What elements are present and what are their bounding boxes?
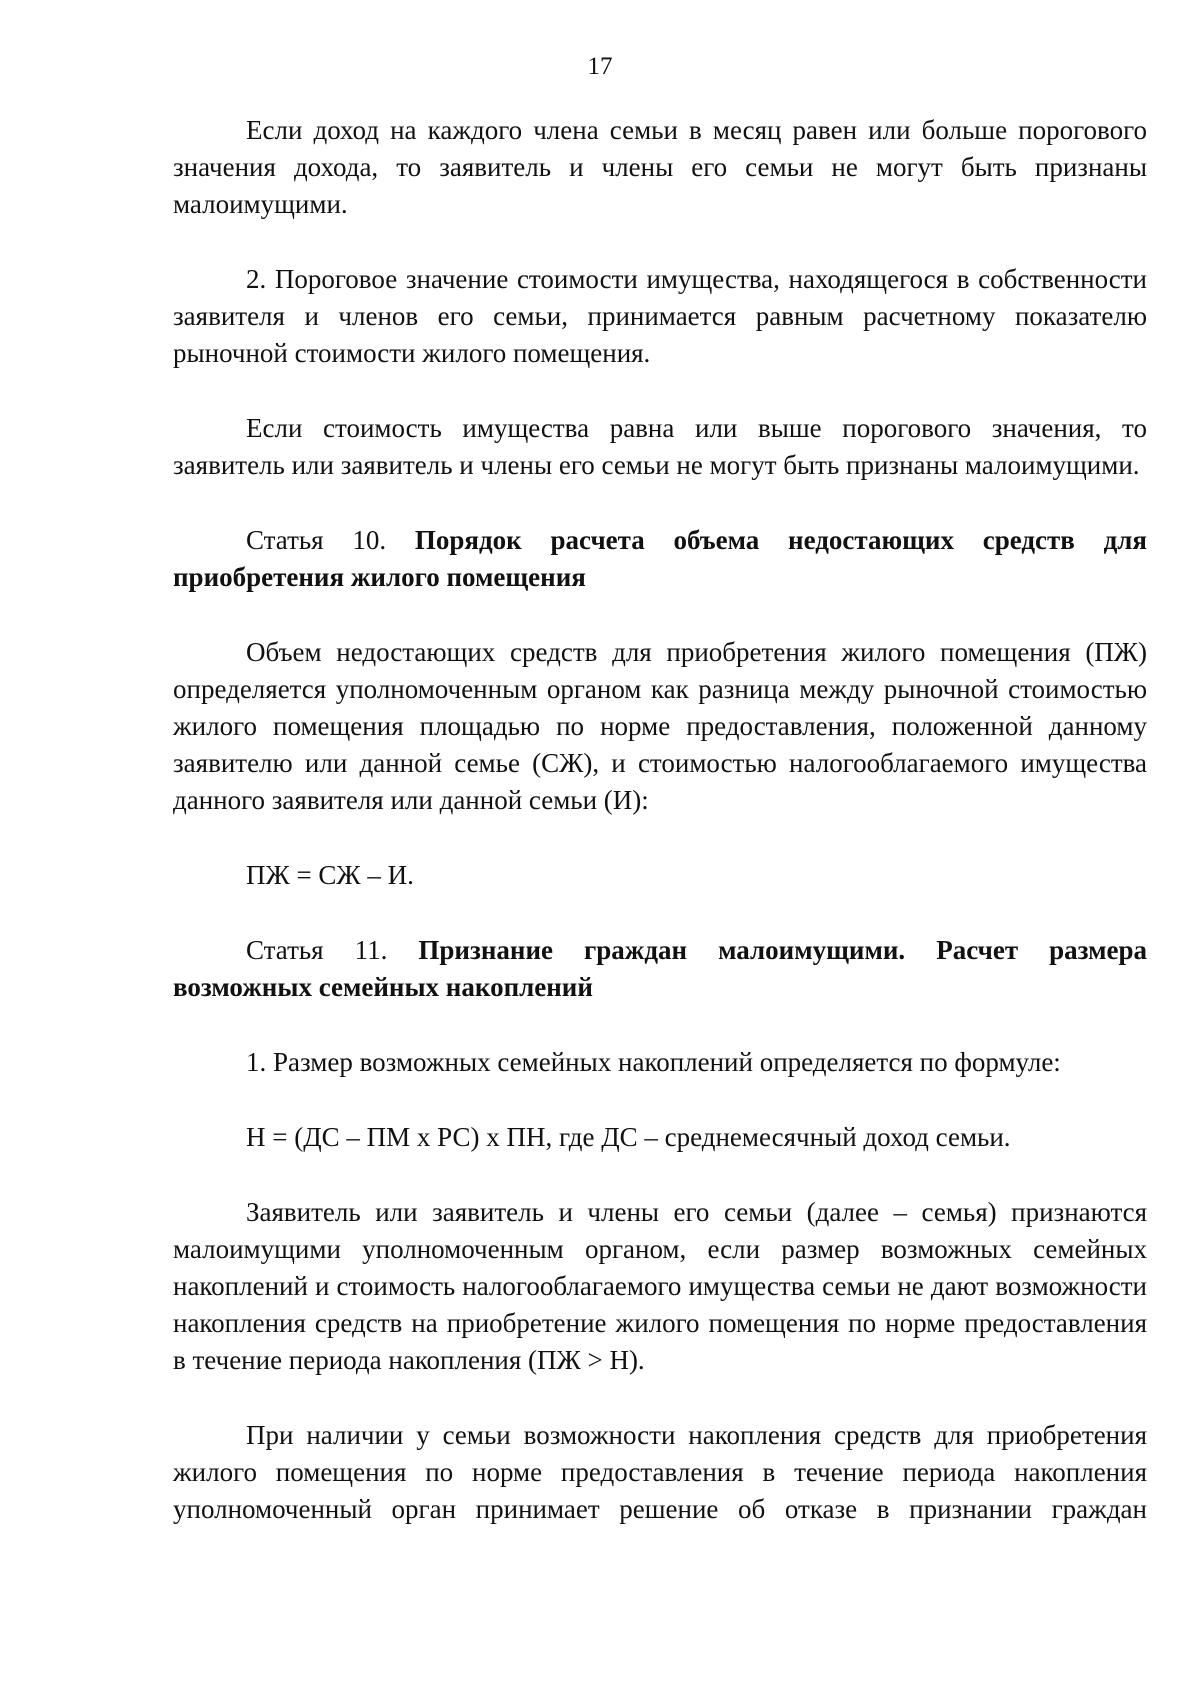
article-10-title: Порядок расчета объема недостающих средств для приобретения жилого помещения: [173, 525, 1147, 592]
document-body: [173, 112, 1147, 1528]
article-11-heading: [173, 932, 1147, 1006]
paragraph-low-income-recognition: Заявитель или заявитель и члены его семьи (далее – семья) признаются малоимущими уполномоченным органом, если размер возможных семейных накоплений и стоимость налогооблагаемого имущества семьи не дают возможности накопления средств на приобретение жилого помещения по норме предоставления в течение периода накопления (ПЖ > Н).: [173, 1197, 1147, 1375]
paragraph-income-threshold: Если доход на каждого члена семьи в месяц равен или больше порогового значения дохода, то заявитель и члены его семьи не могут быть признаны малоимущими.: [173, 115, 1147, 219]
article-11-label: Статья 11.: [246, 935, 388, 965]
paragraph-shortfall-definition: Объем недостающих средств для приобретения жилого помещения (ПЖ) определяется уполномоченным органом как разница между рыночной стоимостью жилого помещения площадью по норме предоставления, положенной данному заявителю или данной семье (СЖ), и стоимостью налогооблагаемого имущества данного заявителя или данной семьи (И):: [173, 637, 1147, 815]
paragraph-property-value: Если стоимость имущества равна или выше порогового значения, то заявитель или заявитель и члены его семьи не могут быть признаны малоимущими.: [173, 413, 1147, 480]
article-10-heading: [173, 522, 1147, 596]
formula-savings: Н = (ДС – ПМ х РС) х ПН, где ДС – среднемесячный доход семьи.: [246, 1122, 1011, 1152]
paragraph-savings-formula-intro: 1. Размер возможных семейных накоплений определяется по формуле:: [246, 1047, 1061, 1077]
page-number: 17: [587, 53, 613, 80]
article-10-label: Статья 10.: [246, 525, 387, 555]
formula-shortfall: ПЖ = СЖ – И.: [246, 860, 414, 890]
paragraph-refusal-decision: При наличии у семьи возможности накопления средств для приобретения жилого помещения по норме предоставления в течение периода накопления уполномоченный орган принимает решение об отказе в признании граждан: [173, 1420, 1147, 1524]
article-11-title: Признание граждан малоимущими. Расчет размера возможных семейных накоплений: [173, 935, 1147, 1002]
paragraph-property-threshold: 2. Пороговое значение стоимости имущества, находящегося в собственности заявителя и членов его семьи, принимается равным расчетному показателю рыночной стоимости жилого помещения.: [173, 264, 1147, 368]
